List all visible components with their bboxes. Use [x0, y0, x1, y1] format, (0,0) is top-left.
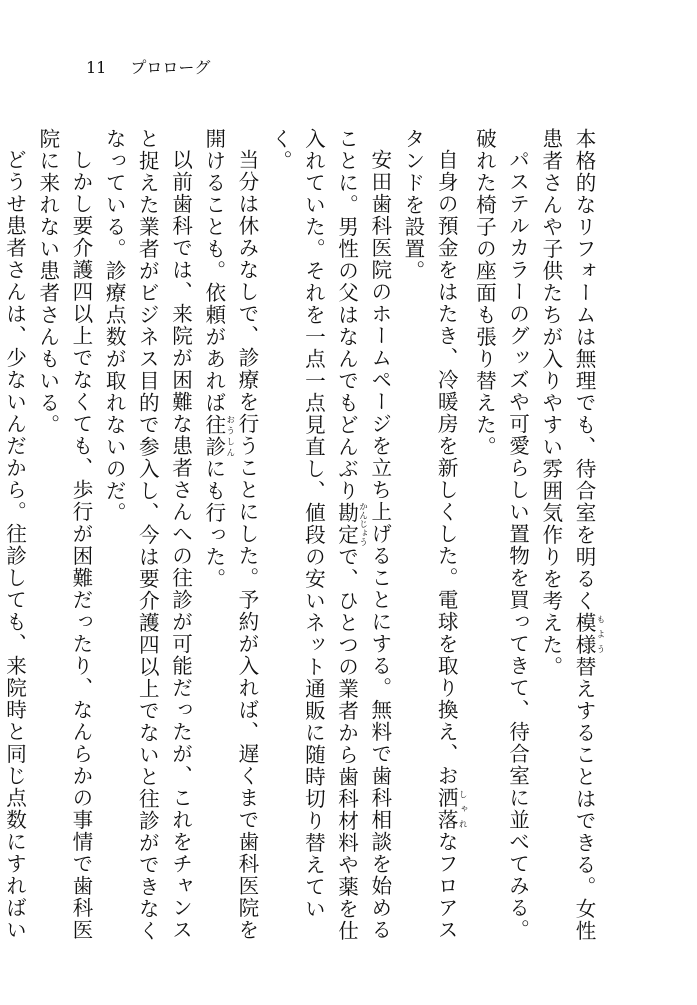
- ruby-kanjou-base: 勘定: [334, 502, 359, 546]
- paragraph-4: [263, 128, 396, 946]
- paragraph-3: [396, 128, 467, 946]
- vertical-text-body: [0, 128, 605, 946]
- ruby-share-reading: しゃれ: [457, 786, 468, 831]
- paragraph-1: [534, 128, 605, 946]
- paragraph-5: [197, 128, 263, 946]
- ruby-oushin-reading: おうしん: [224, 414, 235, 458]
- paragraph-8: [0, 128, 31, 946]
- page-header: [86, 58, 210, 78]
- ruby-kanjou-reading: かんじょう: [357, 502, 368, 546]
- ruby-moyou-reading: もよう: [595, 612, 605, 656]
- page-number: 11: [86, 58, 107, 77]
- paragraph-1-text-a: 本格的なリフォームは無理でも、待合室を明るく: [572, 128, 596, 612]
- ruby-share-base: 洒落: [434, 786, 459, 831]
- paragraph-5-text-b: にも行った。: [201, 458, 226, 590]
- paragraph-4-text-a: 安田歯科医院のホームページを立ち上げることにする。無料で歯科相談を始めることに。男性の父はなんでもどんぶり: [334, 128, 392, 941]
- paragraph-2-text: パステルカラーのグッズや可愛らしい置物を買ってきて、待合室に並べてみる。破れた椅子の座面も張り替えた。: [472, 128, 530, 941]
- chapter-title: プロローグ: [130, 58, 211, 77]
- paragraph-8-text: どうせ患者さんは、少ないんだから。往診しても、来院時と同じ点数にすればい: [2, 148, 27, 941]
- paragraph-2: [467, 128, 533, 946]
- paragraph-4-text-b: で、ひとつの業者から歯科材料や薬を仕入れていた。それを一点一点見直し、値段の安いネット通販に随時切り替えていく。: [268, 128, 359, 942]
- paragraph-1-text-b: 替えすることはできる。女性患者さんや子供たちが入りやすい雰囲気作りを考えた。: [538, 128, 596, 942]
- paragraph-7: [31, 128, 97, 946]
- ruby-moyou-base: 模様: [572, 612, 596, 656]
- ruby-share: [434, 786, 468, 831]
- paragraph-3-text-b: なフロアスタンドを設置。: [400, 128, 459, 941]
- paragraph-5-text-a: 当分は休みなしで、診療を行うことにした。予約が入れば、遅くまで歯科医院を開けることも。依頼があれば: [201, 128, 259, 941]
- ruby-kanjou: [334, 502, 368, 546]
- paragraph-3-text-a: 自身の預金をはたき、冷暖房を新しくした。電球を取り換え、お: [434, 148, 459, 787]
- paragraph-6: [97, 128, 197, 946]
- paragraph-7-text: しかし要介護四以上でなくても、歩行が困難だったり、なんらかの事情で歯科医院に来れない患者さんもいる。: [35, 128, 93, 941]
- paragraph-6-text: 以前歯科では、来院が困難な患者さんへの往診が可能だったが、これをチャンスと捉えた業者がビジネス目的で参入し、今は要介護四以上でないと往診ができなくなっている。診療点数が取れないのだ。: [102, 128, 193, 942]
- ruby-oushin: [201, 414, 235, 458]
- ruby-moyou: [572, 612, 605, 656]
- ruby-oushin-base: 往診: [201, 414, 226, 458]
